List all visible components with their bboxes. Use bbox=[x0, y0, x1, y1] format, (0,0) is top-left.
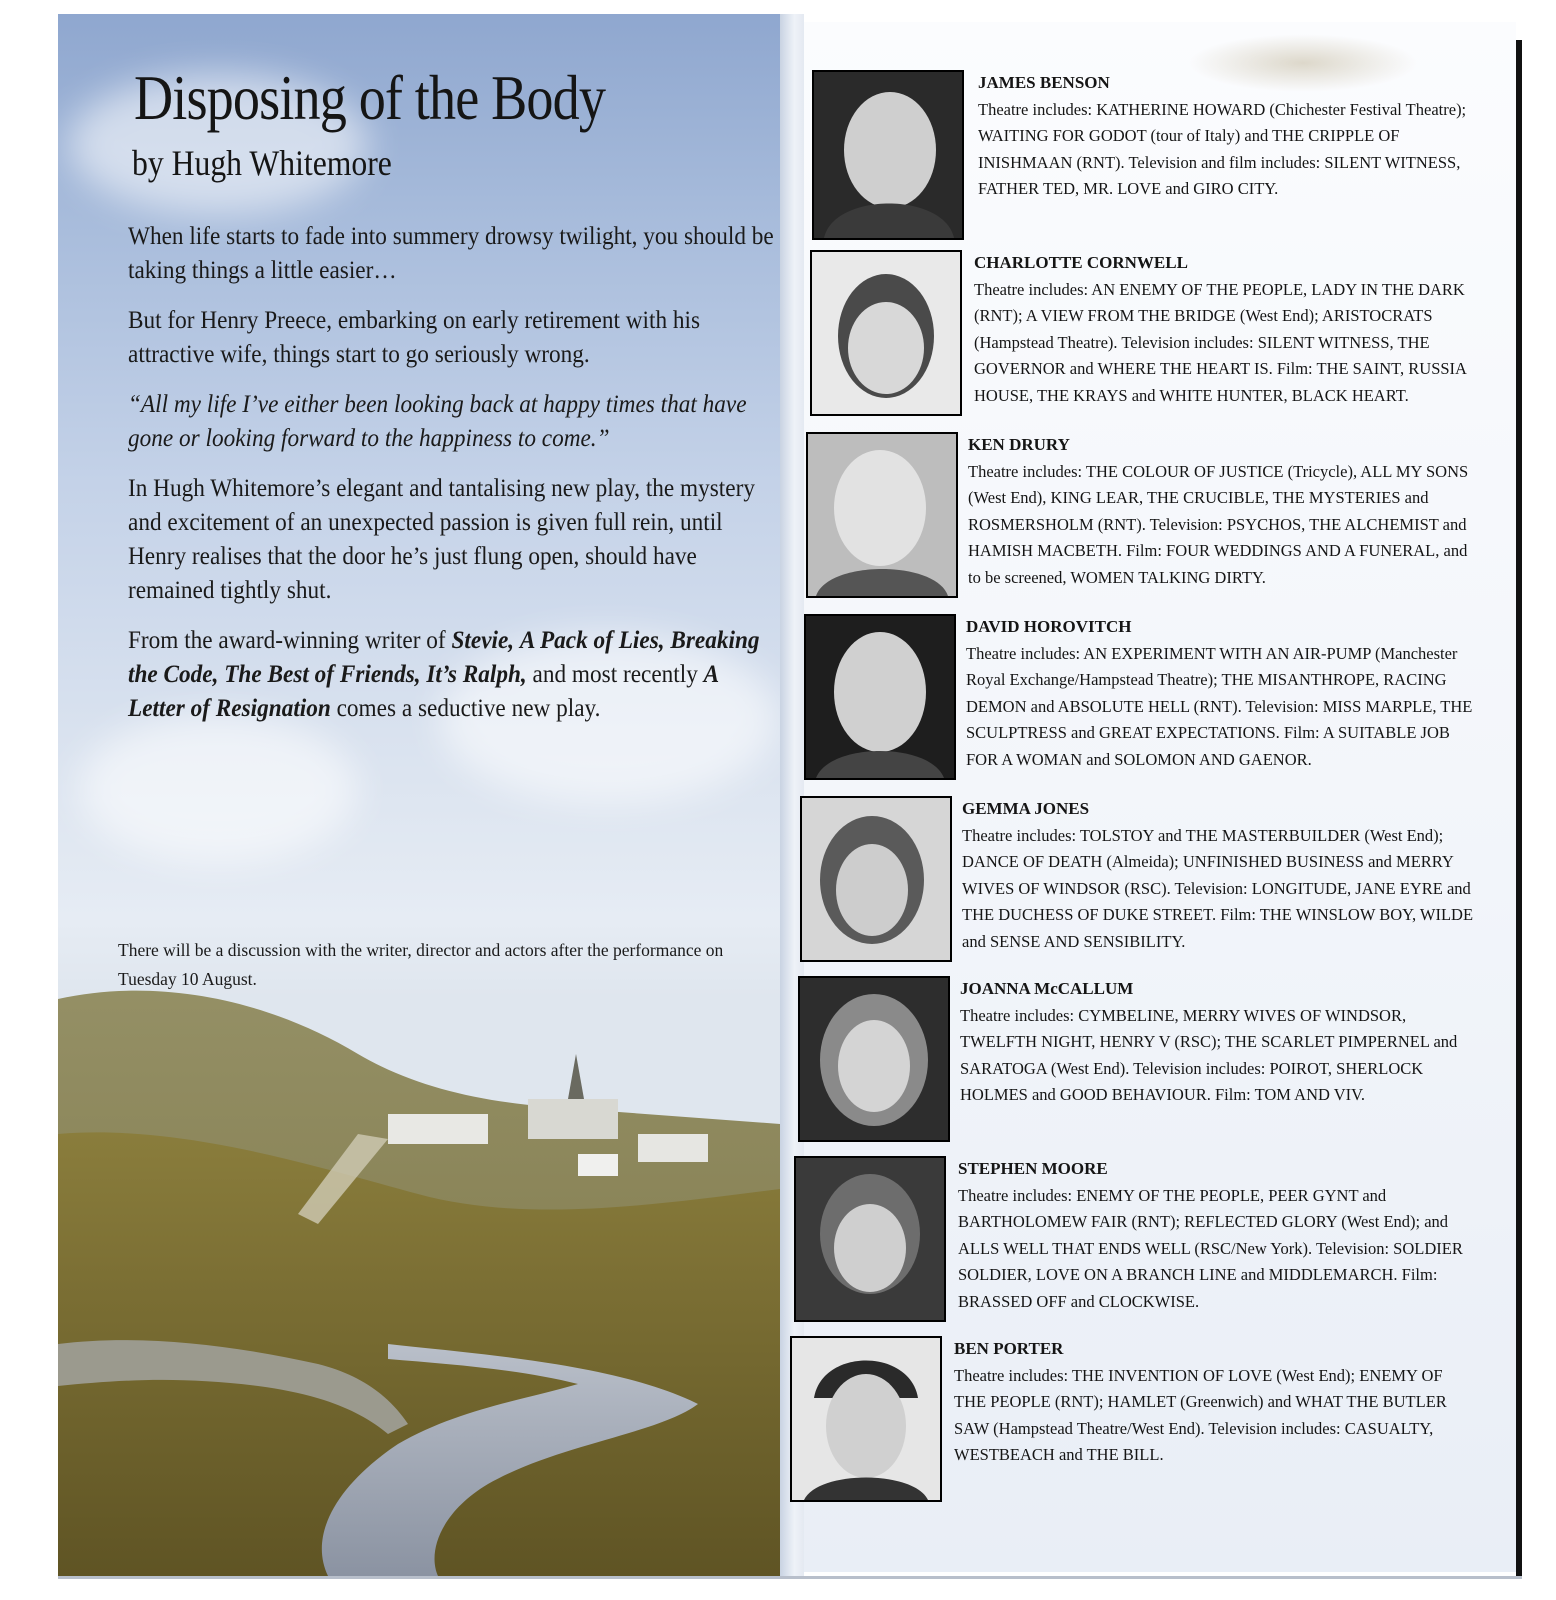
description-paragraph: In Hugh Whitemore’s elegant and tantalising new play, the mystery and excitement of an unexpected passion is given full rein, until Henry realises that the door he’s just flung open, should have remained tightly shut. bbox=[128, 475, 755, 604]
work-title: The Best of Friends, bbox=[224, 661, 421, 688]
poster-panel bbox=[58, 14, 780, 1576]
play-byline: by Hugh Whitemore bbox=[132, 143, 392, 183]
discussion-note: There will be a discussion with the writer, director and actors after the performance on Tuesday 10 August. bbox=[118, 940, 724, 989]
cast-name: JAMES BENSON bbox=[978, 73, 1110, 92]
cast-name: BEN PORTER bbox=[954, 1339, 1064, 1358]
cast-name: KEN DRURY bbox=[968, 435, 1070, 454]
page-edge bbox=[58, 1576, 1522, 1579]
headshot-photo bbox=[806, 432, 958, 598]
description-paragraph: When life starts to fade into summery drowsy twilight, you should be taking things a little easier… bbox=[128, 223, 774, 284]
credits-mid: and most recently bbox=[532, 661, 698, 688]
headshot-photo bbox=[810, 250, 962, 416]
headshot-photo bbox=[798, 976, 950, 1142]
credits-outro: comes a seductive new play. bbox=[336, 695, 601, 722]
play-quote: “All my life I’ve either been looking back at happy times that have gone or looking forward to the happiness to come.” bbox=[128, 391, 747, 452]
work-title: It’s Ralph, bbox=[426, 661, 527, 688]
work-title: A Letter of Resignation bbox=[128, 661, 718, 722]
play-title: Disposing of the Body bbox=[134, 63, 606, 133]
cast-name: STEPHEN MOORE bbox=[958, 1159, 1108, 1178]
cast-bio: Theatre includes: THE INVENTION OF LOVE (West End); ENEMY OF THE PEOPLE (RNT); HAMLET (Greenwich) and WHAT THE BUTLER SAW (Hampstead Theatre/West End). Television includes: CASUALTY, WESTBEACH and THE BILL. bbox=[954, 1365, 1447, 1464]
page-edge bbox=[1516, 40, 1522, 1576]
headshot-photo bbox=[800, 796, 952, 962]
headshot-photo bbox=[794, 1156, 946, 1322]
credits-intro: From the award-winning writer of bbox=[128, 627, 446, 654]
headshot-photo bbox=[804, 614, 956, 780]
writer-credits bbox=[128, 624, 779, 726]
description-paragraph: But for Henry Preece, embarking on early retirement with his attractive wife, things start to go seriously wrong. bbox=[128, 307, 701, 368]
headshot-photo bbox=[812, 70, 964, 240]
headshot-photo bbox=[790, 1336, 942, 1502]
cast-bio: Theatre includes: CYMBELINE, MERRY WIVES OF WINDSOR, TWELFTH NIGHT, HENRY V (RSC); THE SCARLET PIMPERNEL and SARATOGA (West End). Television includes: POIROT, SHERLOCK HOLMES and GOOD BEHAVIOUR. Film: TOM AND VIV. bbox=[960, 1005, 1458, 1104]
play-description bbox=[128, 220, 780, 742]
cast-name: DAVID HOROVITCH bbox=[966, 617, 1132, 636]
cast-bio: Theatre includes: THE COLOUR OF JUSTICE (Tricycle), ALL MY SONS (West End), KING LEAR, THE CRUCIBLE, THE MYSTERIES and ROSMERSHOLM (RNT). Television: PSYCHOS, THE ALCHEMIST and HAMISH MACBETH. Film: FOUR WEDDINGS AND A FUNERAL, and to be screened, WOMEN TALKING DIRTY. bbox=[968, 461, 1469, 587]
work-title: Stevie, bbox=[451, 627, 515, 654]
cast-bio: Theatre includes: TOLSTOY and THE MASTERBUILDER (West End); DANCE OF DEATH (Almeida); UNFINISHED BUSINESS and MERRY WIVES OF WINDSOR (RSC). Television: LONGITUDE, JANE EYRE and THE DUCHESS OF DUKE STREET. Film: THE WINSLOW BOY, WILDE and SENSE AND SENSIBILITY. bbox=[962, 825, 1474, 951]
work-title: A Pack of Lies, bbox=[519, 627, 665, 654]
cast-bio: Theatre includes: AN EXPERIMENT WITH AN AIR-PUMP (Manchester Royal Exchange/Hampstead Theatre); THE MISANTHROPE, RACING DEMON and ABSOLUTE HELL (RNT). Television: MISS MARPLE, THE SCULPTRESS and GREAT EXPECTATIONS. Film: A SUITABLE JOB FOR A WOMAN and SOLOMON AND GAENOR. bbox=[966, 643, 1473, 769]
cast-name: JOANNA McCALLUM bbox=[960, 979, 1134, 998]
cast-bio: Theatre includes: AN ENEMY OF THE PEOPLE, LADY IN THE DARK (RNT); A VIEW FROM THE BRIDGE (West End); ARISTOCRATS (Hampstead Theatre). Television includes: SILENT WITNESS, THE GOVERNOR and WHERE THE HEART IS. Film: THE SAINT, RUSSIA HOUSE, THE KRAYS and WHITE HUNTER, BLACK HEART. bbox=[974, 279, 1467, 405]
cast-bio: Theatre includes: ENEMY OF THE PEOPLE, PEER GYNT and BARTHOLOMEW FAIR (RNT); REFLECTED GLORY (West End); and ALLS WELL THAT ENDS WELL (RSC/New York). Television: SOLDIER SOLDIER, LOVE ON A BRANCH LINE and MIDDLEMARCH. Film: BRASSED OFF and CLOCKWISE. bbox=[958, 1185, 1463, 1311]
cast-name: GEMMA JONES bbox=[962, 799, 1090, 818]
work-title: Breaking the Code, bbox=[128, 627, 760, 688]
cast-name: CHARLOTTE CORNWELL bbox=[974, 253, 1188, 272]
cast-bio: Theatre includes: KATHERINE HOWARD (Chichester Festival Theatre); WAITING FOR GODOT (tour of Italy) and THE CRIPPLE OF INISHMAAN (RNT). Television and film includes: SILENT WITNESS, FATHER TED, MR. LOVE and GIRO CITY. bbox=[978, 99, 1467, 198]
